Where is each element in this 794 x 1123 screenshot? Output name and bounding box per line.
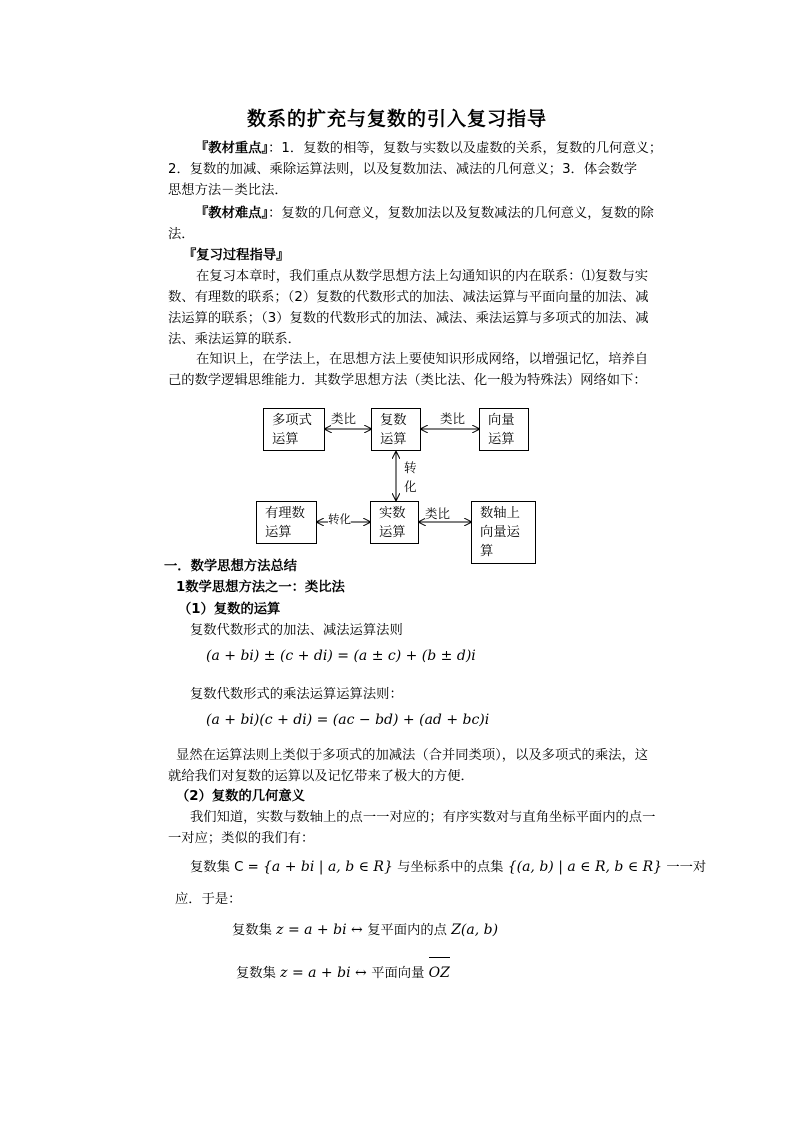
set-line-continuation: 应．于是： [175, 892, 242, 907]
focus-line-3: 思想方法－类比法． [168, 183, 288, 198]
page-title: 数系的扩充与复数的引入复习指导 [246, 108, 547, 130]
section-1-heading: 一．数学思想方法总结 [164, 559, 297, 574]
para1-line-4: 法、乘法运算的联系． [168, 332, 301, 347]
label-analogy-3: 类比 [425, 506, 451, 521]
subsection-1-1-heading [178, 599, 280, 620]
subsection-1-heading: 1数学思想方法之一：类比法 [176, 580, 345, 595]
set-line-prefix: 复数集 C = [190, 860, 263, 875]
mul-formula: (a + bi)(c + di) = (ac − bd) + (ad + bc)i [206, 712, 490, 728]
focus-text-1: ：1．复数的相等，复数与实数以及虚数的关系，复数的几何意义； [268, 141, 663, 156]
para4-line-2: 一对应；类似的我们有： [168, 831, 315, 846]
map1-prefix: 复数集 [232, 923, 277, 938]
map1-mid: 复平面内的点 [367, 923, 452, 938]
vector-oz [429, 963, 450, 984]
difficulty-label: 『教材难点』 [195, 206, 269, 221]
label-analogy-2: 类比 [440, 411, 466, 426]
vector-oz-text: OZ [428, 965, 450, 981]
label-analogy-1: 类比 [331, 411, 357, 426]
para3-line-1: 显然在运算法则上类似于多项式的加减法（合并同类项），以及多项式的乘法，这 [176, 748, 649, 763]
para4-line-1: 我们知道，实数与数轴上的点一一对应的；有序实数对与直角坐标平面内的点一 [190, 810, 656, 825]
box-polynomial-ops: 多项式 运算 [263, 408, 325, 451]
para1-line-1: 在复习本章时，我们重点从数学思想方法上勾通知识的内在联系：⑴复数与实 [196, 269, 649, 284]
process-heading: 『复习过程指导』 [183, 248, 290, 263]
box-real-ops: 实数 运算 [370, 501, 419, 544]
mul-rule-text: 复数代数形式的乘法运算运算法则： [190, 687, 403, 702]
label-convert-v1: 转 [404, 460, 417, 475]
box-numberline-vector-ops: 数轴上 向量运 算 [471, 501, 536, 564]
mapping-to-vector [236, 963, 450, 984]
map1-point: Z(a, b) [451, 922, 499, 938]
focus-line-2: 2．复数的加减、乘除运算法则，以及复数加法、减法的几何意义；3．体会数学 [168, 162, 638, 177]
focus-label: 『教材重点』 [195, 141, 269, 156]
box-vector-ops: 向量 运算 [479, 408, 529, 451]
set-line-suffix: 一一对 [662, 860, 707, 875]
box-rational-ops: 有理数 运算 [256, 501, 317, 544]
add-rule-text: 复数代数形式的加法、减法运算法则 [190, 623, 403, 638]
para2-line-1: 在知识上，在学法上，在思想方法上要使知识形成网络，以增强记忆，培养自 [196, 352, 649, 367]
para1-line-2: 数、有理数的联系；（2）复数的代数形式的加法、减法运算与平面向量的加法、减 [168, 290, 649, 305]
subsection-1-2-heading: （2）复数的几何意义 [176, 789, 305, 804]
vector-arrow-bar [429, 957, 450, 958]
map2-expr: z = a + bi ↔ [280, 965, 372, 981]
set-correspondence-line [190, 857, 706, 878]
map2-mid: 平面向量 [371, 966, 429, 981]
add-formula: (a + bi) ± (c + di) = (a ± c) + (b ± d)i [206, 648, 476, 664]
mapping-to-point [232, 920, 498, 941]
difficulty-text-1: ：复数的几何意义，复数加法以及复数减法的几何意义，复数的除 [268, 206, 654, 221]
map2-prefix: 复数集 [236, 966, 281, 981]
box-complex-ops: 复数 运算 [371, 408, 421, 451]
set-line-middle: 与坐标系中的点集 [392, 860, 508, 875]
subsection-1-1-text: （1）复数的运算 [178, 602, 281, 617]
para3-line-2: 就给我们对复数的运算以及记忆带来了极大的方便． [168, 769, 474, 784]
para2-line-2: 己的数学逻辑思维能力．其数学思想方法（类比法、化一般为特殊法）网络如下： [168, 373, 647, 388]
label-convert-v2: 化 [404, 479, 417, 494]
label-convert-h: 转化 [328, 512, 351, 526]
para1-line-3: 法运算的联系；（3）复数的代数形式的加法、减法、乘法运算与多项式的加法、减 [168, 311, 649, 326]
difficulty-line-2: 法． [168, 227, 195, 242]
map1-expr: z = a + bi ↔ [276, 922, 368, 938]
point-set-expr: {(a, b) | a ∈ R, b ∈ R} [507, 859, 663, 875]
complex-set-expr: {a + bi | a, b ∈ R} [263, 859, 393, 875]
